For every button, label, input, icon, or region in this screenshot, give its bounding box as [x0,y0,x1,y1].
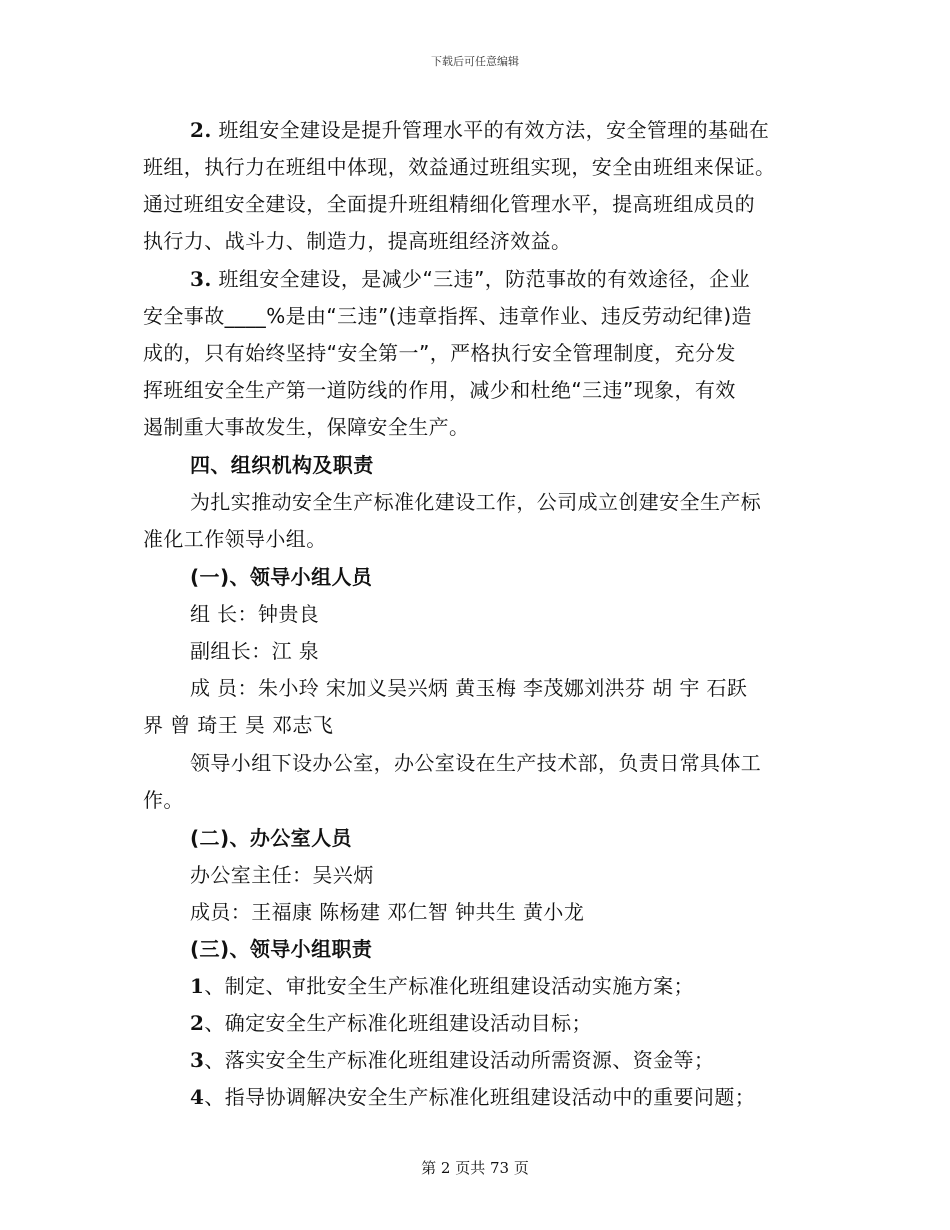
subsection-heading-2: (二)、办公室人员 [190,826,352,850]
item-number: 3. [190,267,212,291]
members-line-2: 界 曾 琦王 昊 邓志飞 [143,713,334,737]
paragraph-2-line-3: 通过班组安全建设，全面提升班组精细化管理水平，提高班组成员的 [143,192,755,216]
duty-item-2: 2、确定安全生产标准化班组建设活动目标； [190,1011,592,1035]
page-header: 下载后可任意编辑 [431,55,519,68]
item-number: 2. [190,118,212,142]
duty-item-4: 4、指导协调解决安全生产标准化班组建设活动中的重要问题； [190,1085,756,1109]
item-number: 1 [190,974,205,998]
paragraph-3-line-5: 遏制重大事故发生，保障安全生产。 [143,415,470,439]
paragraph-2-line-4: 执行力、战斗力、制造力，提高班组经济效益。 [143,229,572,253]
office-line-1: 领导小组下设办公室，办公室设在生产技术部，负责日常具体工 [190,751,762,775]
members-line-1: 成 员：朱小玲 宋加义吴兴炳 黄玉梅 李茂娜刘洪芬 胡 宇 石跃 [190,676,748,700]
item-number: 4 [190,1085,205,1109]
subsection-heading-1: (一)、领导小组人员 [190,565,373,589]
item-number: 3 [190,1048,205,1072]
paragraph-3-line-2: 安全事故____%是由“三违”(违章指挥、违章作业、违反劳动纪律)造 [143,304,752,328]
deputy-line: 副组长：江 泉 [190,639,320,663]
office-members-line: 成员：王福康 陈杨建 邓仁智 钟共生 黄小龙 [190,900,585,924]
office-line-2: 作。 [143,788,184,812]
duty-item-3: 3、落实安全生产标准化班组建设活动所需资源、资金等； [190,1048,715,1072]
paragraph-2-line-1: 2. 班组安全建设是提升管理水平的有效方法，安全管理的基础在 [190,118,770,142]
section-paragraph-line-1: 为扎实推动安全生产标准化建设工作，公司成立创建安全生产标 [190,490,762,514]
leader-line: 组 长：钟贵良 [190,602,320,626]
item-number: 2 [190,1011,205,1035]
page-footer: 第 2 页共 73 页 [421,1159,529,1177]
section-paragraph-line-2: 准化工作领导小组。 [143,527,327,551]
paragraph-3-line-1: 3. 班组安全建设，是减少“三违”，防范事故的有效途径，企业 [190,267,750,291]
paragraph-2-line-2: 班组，执行力在班组中体现，效益通过班组实现，安全由班组来保证。 [143,155,776,179]
paragraph-3-line-3: 成的，只有始终坚持“安全第一”，严格执行安全管理制度，充分发 [143,341,736,365]
duty-item-1: 1、制定、审批安全生产标准化班组建设活动实施方案； [190,974,694,998]
section-heading: 四、组织机构及职责 [190,453,374,477]
office-director-line: 办公室主任：吴兴炳 [190,863,374,887]
subsection-heading-3: (三)、领导小组职责 [190,937,373,961]
paragraph-3-line-4: 挥班组安全生产第一道防线的作用，减少和杜绝“三违”现象，有效 [143,378,736,402]
